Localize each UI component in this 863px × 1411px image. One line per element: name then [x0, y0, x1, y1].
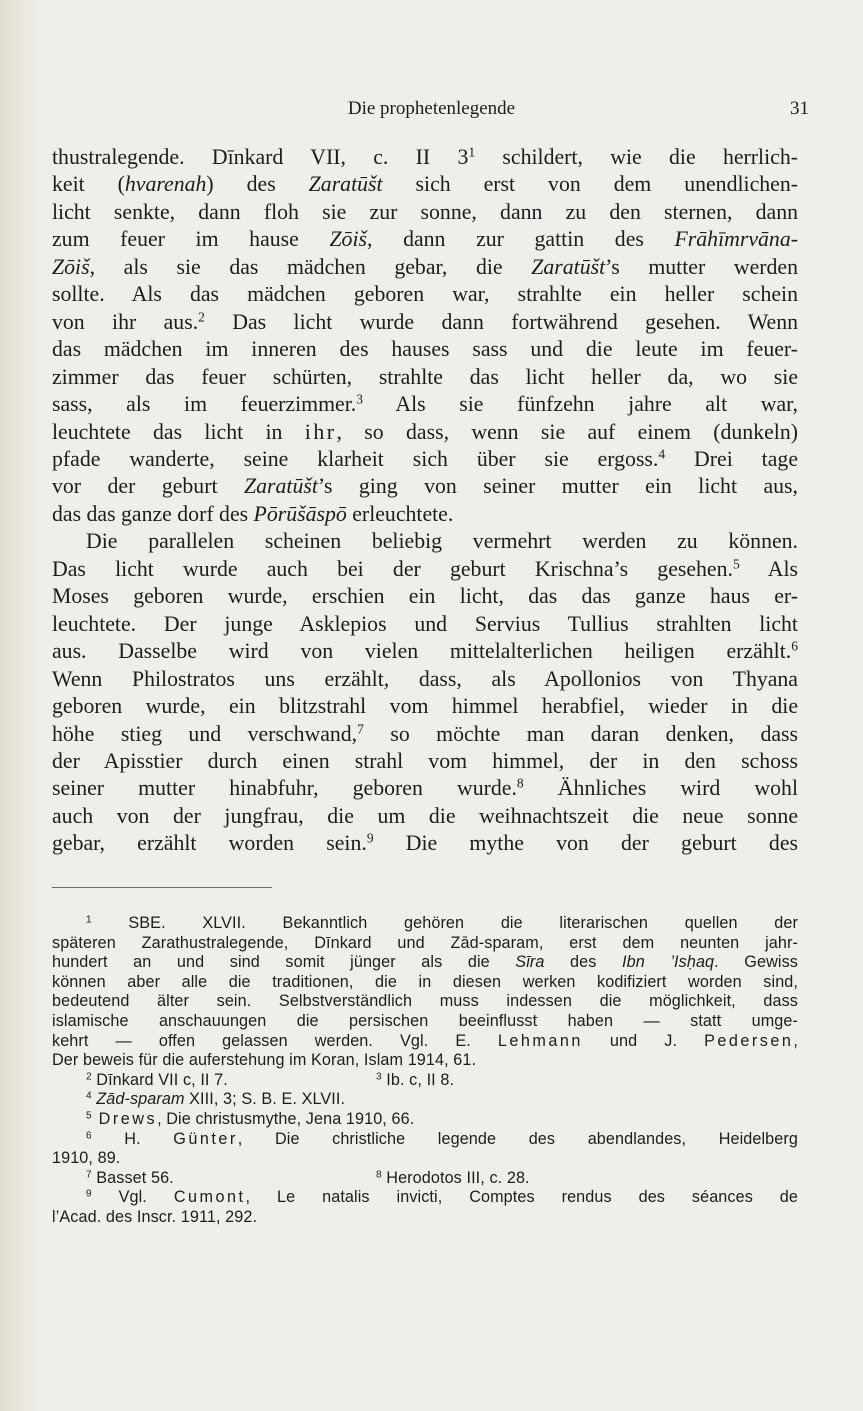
footnote-ref: 5: [732, 556, 740, 572]
footnote-line: $^7$ Basset 56. $^8$ Herodotos III, c. 28.: [86, 1168, 530, 1187]
footnote-line: bedeutend älter sein. Selbstverständlich muss indessen die möglichkeit, dass: [52, 992, 798, 1011]
text-line: seiner mutter hinabfuhr, geboren wurde.$^8$ Ähnliches wird wohl: [52, 776, 798, 801]
text-line: der Apisstier durch einen strahl vom himmel, der in den schoss: [52, 748, 798, 773]
text-line: sass, als im feuerzimmer.$^3$ Als sie fünfzehn jahre alt war,: [52, 391, 798, 417]
text-line: thustralegende. Dīnkard VII, c. II $3^1$ schildert, wie die herrlich-: [52, 144, 798, 169]
footnote-line: kehrt — offen gelassen werden. Vgl. E. Lehmann und J. Pedersen,: [52, 1031, 798, 1050]
running-title: Die prophetenlegende: [347, 98, 516, 119]
footnote-ref: 1: [468, 144, 476, 160]
page-edge-shadow: [0, 0, 40, 1411]
text-line: gebar, erzählt worden sein.$^9$ Die mythe von der geburt des: [52, 830, 798, 856]
footnote-line: späteren Zarathustralegende, Dīnkard und Zād-sparam, erst dem neunten jahr-: [52, 933, 798, 952]
footnote-ref: 6: [791, 638, 798, 654]
footnote-ref: 8: [516, 776, 524, 791]
footnote-line: islamische anschauungen die persischen beeinflusst haben — statt umge-: [52, 1011, 798, 1030]
text-line: Das licht wurde auch bei der geburt Krischna’s gesehen.$^5$ Als: [52, 556, 798, 581]
text-line: vor der geburt Zaratūšt’s ging von seiner mutter ein licht aus,: [52, 474, 798, 499]
text-line: Wenn Philostratos uns erzählt, dass, als Apollonios von Thyana: [52, 666, 798, 691]
text-line: auch von der jungfrau, die um die weihnachtszeit die neue sonne: [52, 803, 798, 828]
text-line: Moses geboren wurde, erschien ein licht, das das ganze haus er-: [52, 584, 798, 609]
footnote-line: $^4$ Zād-sparam XIII, 3; S. B. E. XLVII.: [86, 1090, 346, 1109]
text-line: das mädchen im inneren des hauses sass und die leute im feuer-: [52, 337, 798, 362]
text-line: zimmer das feuer schürten, strahlte das licht heller da, wo sie: [52, 364, 798, 389]
footnote-ref: 9: [366, 830, 374, 846]
footnote-line: $^2$ Dīnkard VII c, II 7. $^3$ Ib. c, II 8.: [86, 1070, 455, 1089]
text-line: pfade wanderte, seine klarheit sich über sie ergoss.$^4$ Drei tage: [52, 446, 798, 471]
footnotes: [52, 914, 798, 1228]
text-line: leuchtete das licht in ihr, so dass, wenn sie auf einem (dunkeln): [52, 419, 798, 444]
footnote-line: $^1$ SBE. XLVII. Bekanntlich gehören die literarischen quellen der: [86, 914, 798, 932]
text-line: Zōiš, als sie das mädchen gebar, die Zaratūšt’s mutter werden: [52, 254, 798, 279]
text-line: zum feuer im hause Zōiš, dann zur gattin des Frāhīmrvāna-: [52, 227, 798, 252]
footnote-line: $^6$ H. Günter, Die christliche legende des abendlandes, Heidelberg: [86, 1129, 798, 1148]
footnote-ref: 7: [357, 721, 364, 737]
footnote-line: 1910, 89.: [52, 1149, 121, 1168]
text-line: Die parallelen scheinen beliebig vermehrt werden zu können.: [86, 529, 798, 554]
footnote-line: können aber alle die traditionen, die in diesen werken kodifiziert worden sind,: [52, 972, 798, 991]
footnote-line: hundert an und sind somit jünger als die Sīra des Ibn ’Isḥaq. Gewiss: [52, 953, 798, 972]
text-line: geboren wurde, ein blitzstrahl vom himmel herabfiel, wieder in die: [52, 694, 798, 719]
footnote-ref: 2: [198, 309, 205, 325]
footnote-line: l’Acad. des Inscr. 1911, 292.: [52, 1207, 258, 1226]
text-line: höhe stieg und verschwand,$^7$ so möchte man daran denken, dass: [52, 721, 798, 746]
main-text: [52, 144, 798, 858]
footnote-ref: 4: [658, 446, 666, 462]
text-line: das das ganze dorf des Pōrūšāspō erleuchtete.: [52, 501, 454, 526]
running-header: [0, 98, 863, 128]
text-line: sollte. Als das mädchen geboren war, strahlte ein heller schein: [52, 282, 798, 307]
footnote-ref: 3: [356, 391, 363, 407]
text-line: von ihr aus.$^2$ Das licht wurde dann fortwährend gesehen. Wenn: [52, 309, 799, 334]
text-line: leuchtete. Der junge Asklepios und Servius Tullius strahlten licht: [52, 611, 798, 636]
text-line: licht senkte, dann floh sie zur sonne, dann zu den sternen, dann: [52, 199, 798, 224]
footnote-line: $^5$ Drews, Die christusmythe, Jena 1910, 66.: [86, 1109, 415, 1128]
text-line: aus. Dasselbe wird von vielen mittelalterlichen heiligen erzählt.$^6$: [52, 638, 798, 664]
page-number: 31: [790, 98, 809, 119]
footnote-separator: [52, 887, 272, 888]
footnote-line: Der beweis für die auferstehung im Koran, Islam 1914, 61.: [52, 1051, 477, 1070]
text-line: keit (hvarenah) des Zaratūšt sich erst von dem unendlichen-: [52, 172, 798, 197]
footnote-line: $^9$ Vgl. Cumont, Le natalis invicti, Comptes rendus des séances de: [86, 1188, 799, 1207]
